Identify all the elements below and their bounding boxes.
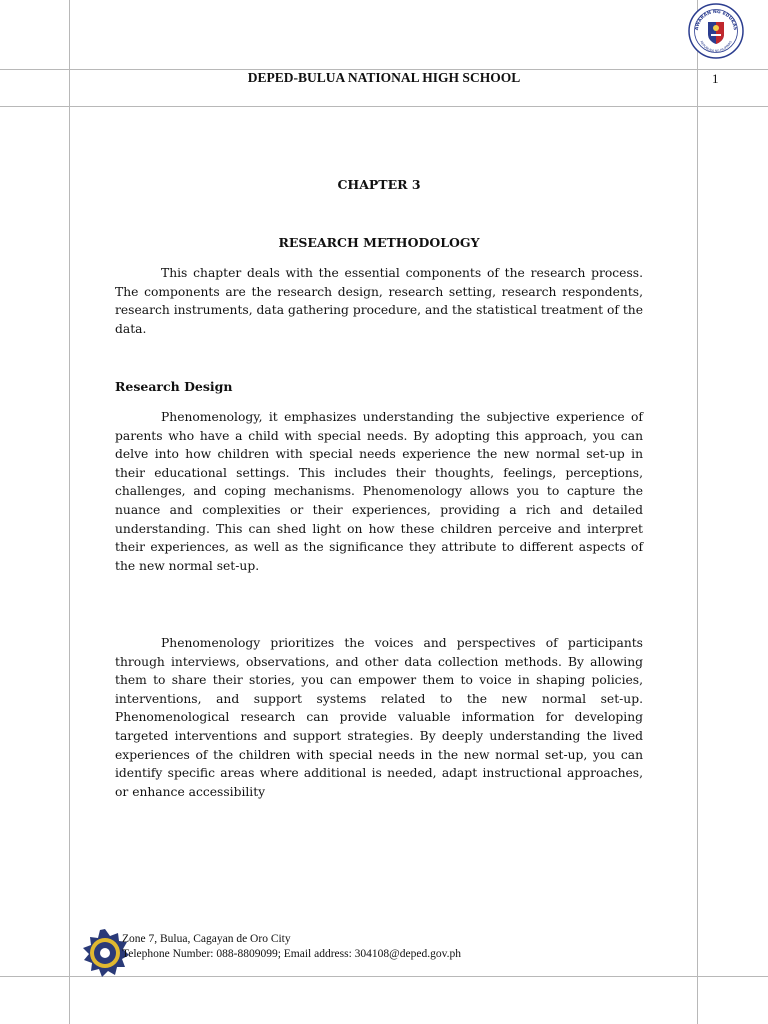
seal-lettering: AWARAN NG EDUKAS bbox=[694, 9, 738, 31]
chapter-intro-paragraph: This chapter deals with the essential components of the research process. The components are the research design, research setting, research respondents, research instruments, data gathering procedure, and the statistical treatment of the data. bbox=[115, 266, 643, 336]
right-margin-rule bbox=[697, 0, 698, 1024]
footer-address: Zone 7, Bulua, Cagayan de Oro City bbox=[122, 933, 291, 945]
header-bottom-rule bbox=[0, 106, 768, 107]
footer-contact: Telephone Number: 088-8809099; Email address: 304108@deped.gov.ph bbox=[122, 948, 461, 960]
research-design-paragraph-2: Phenomenology prioritizes the voices and perspectives of participants through interviews, observations, and other data collection methods. By allowing them to share their stories, you can empower them to voice in shaping policies, interventions, and support systems related to the new normal set-up. Phenomenological research can provide valuable information for developing targeted interventions and support strategies. By deeply understanding the lived experiences of the children with special needs in the new normal set-up, you can identify specific areas where additional is needed, adapt instructional approaches, or enhance accessibility bbox=[115, 636, 643, 799]
deped-seal-logo bbox=[688, 3, 744, 59]
school-name-header: DEPED-BULUA NATIONAL HIGH SCHOOL bbox=[247, 70, 521, 85]
left-margin-rule bbox=[69, 0, 70, 1024]
research-design-paragraph-1: Phenomenology, it emphasizes understanding the subjective experience of parents who have a child with special needs. By adopting this approach, you can delve into how children with special needs experience the new normal set-up in their educational settings. This includes their thoughts, feelings, perceptions, challenges, and coping mechanisms. Phenomenology allows you to capture the nuance and complexities or their experiences, providing a rich and detailed understanding. This can shed light on how these children perceive and interpret their experiences, as well as the significance they attribute to different aspects of the new normal set-up. bbox=[115, 410, 643, 573]
chapter-title: RESEARCH METHODOLOGY bbox=[278, 235, 480, 250]
page-number: 1 bbox=[712, 71, 719, 86]
seal-lettering-bottom: REPUBLIKA NG PILIPINAS bbox=[699, 40, 733, 53]
chapter-number: CHAPTER 3 bbox=[337, 177, 421, 192]
research-design-heading: Research Design bbox=[115, 379, 233, 394]
